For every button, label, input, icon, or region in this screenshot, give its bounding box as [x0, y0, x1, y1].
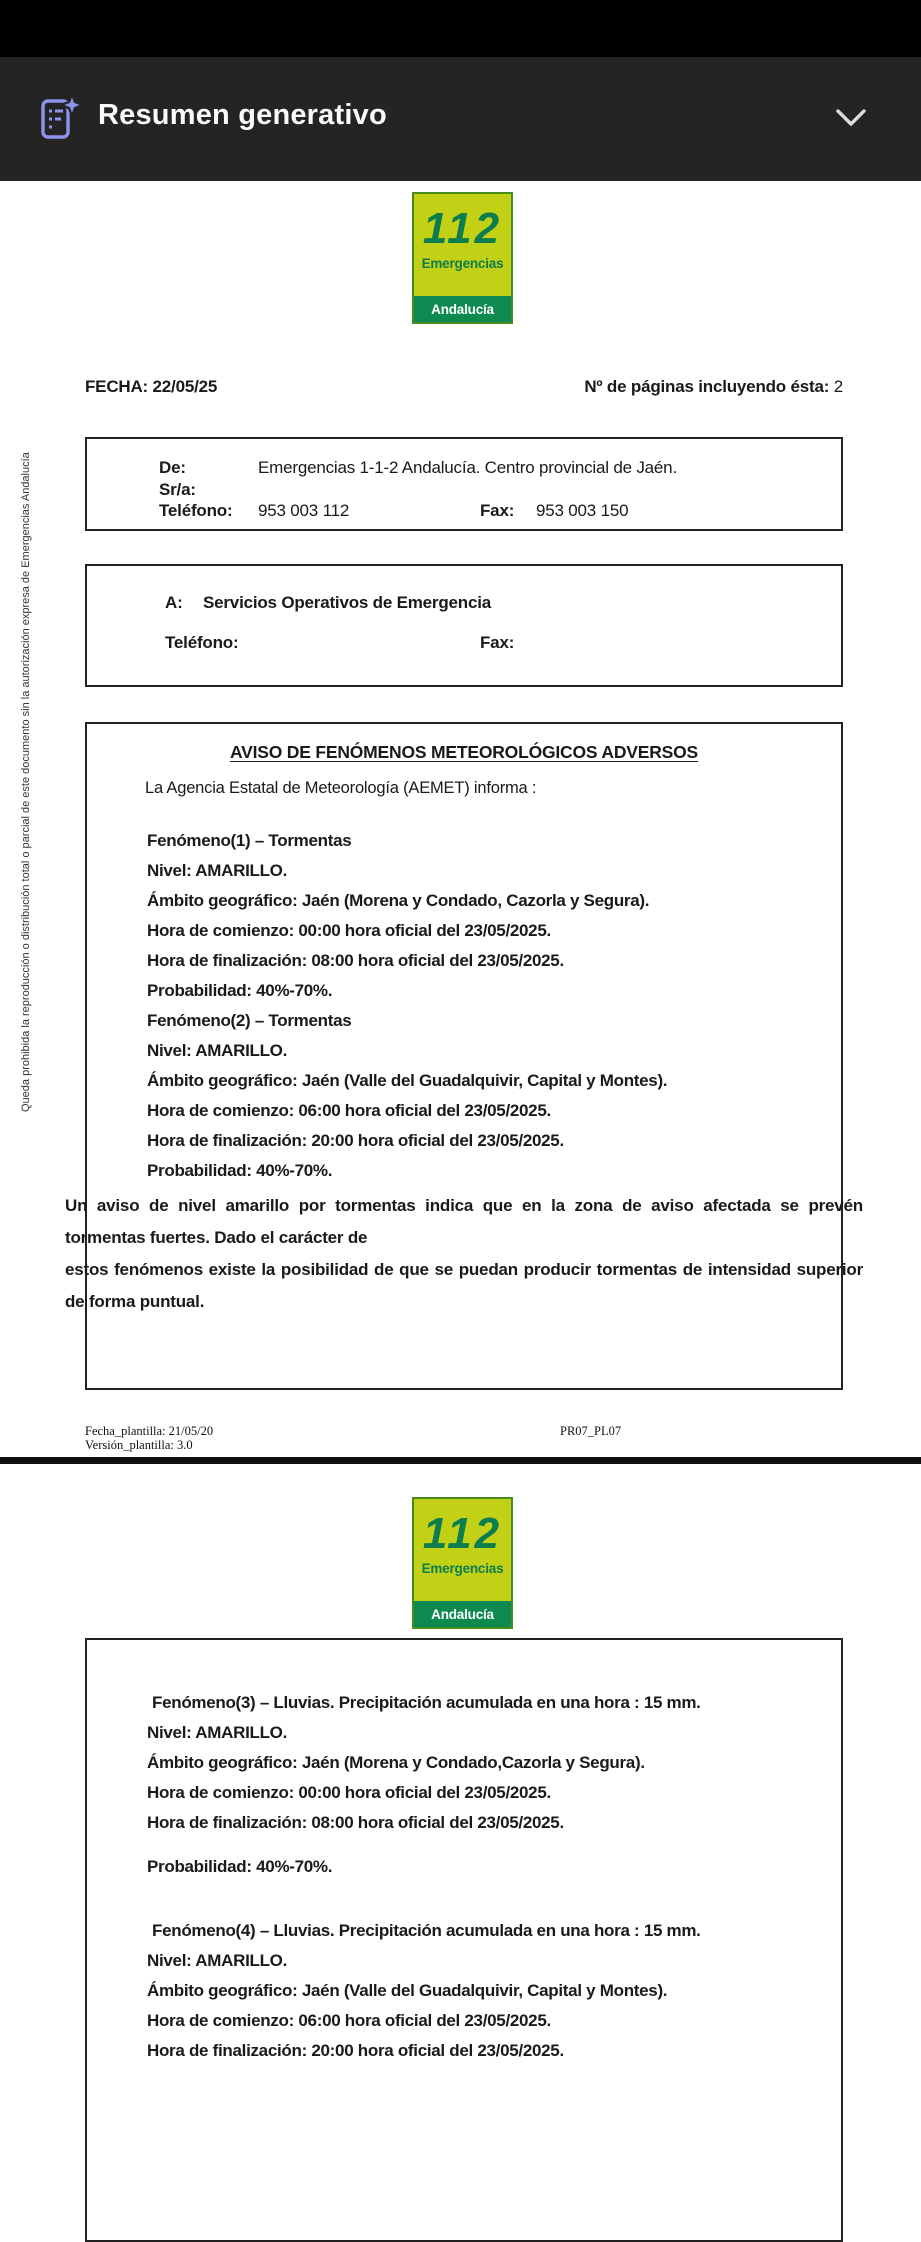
fenomeno-line: Probabilidad: 40%-70%.	[147, 1161, 333, 1180]
fenomeno-line: Ámbito geográfico: Jaén (Morena y Condado, Cazorla y Segura).	[147, 891, 650, 910]
sender-tel-row: Teléfono: 953 003 112 Fax: 953 003 150	[159, 501, 629, 520]
fenomeno-line: Probabilidad: 40%-70%.	[147, 981, 333, 1000]
logo-112-emergencias-page2	[412, 1497, 513, 1629]
generative-summary-icon	[34, 93, 84, 145]
pages-count: Nº de páginas incluyendo ésta: 2	[584, 377, 843, 396]
template-date: Fecha_plantilla: 21/05/20	[85, 1424, 214, 1438]
warning-intro: La Agencia Estatal de Meteorología (AEMET) informa :	[145, 779, 537, 797]
fenomeno-line: Hora de finalización: 08:00 hora oficial del 23/05/2025.	[147, 1813, 564, 1832]
fenomeno-1-block	[147, 826, 811, 1006]
chevron-down-icon[interactable]	[834, 107, 868, 131]
reproduction-disclaimer: Queda prohibida la reproducción o distribución total o parcial de este documento sin la autorización expresa de Emergencias Andalucía	[20, 452, 32, 1112]
page-separator	[0, 1457, 921, 1464]
fenomeno-line: Hora de comienzo: 00:00 hora oficial del 23/05/2025.	[147, 1783, 551, 1802]
recipient-a-row: A: Servicios Operativos de Emergencia	[165, 593, 492, 612]
document-code: PR07_PL07	[560, 1424, 622, 1438]
recipient-tel-row: Teléfono: Fax:	[165, 633, 515, 652]
sender-sra-row: Sr/a:	[159, 479, 196, 499]
fenomeno-line: Hora de finalización: 08:00 hora oficial del 23/05/2025.	[147, 951, 564, 970]
fenomeno-2-block	[147, 1006, 811, 1186]
fecha-value: FECHA: 22/05/25	[85, 377, 218, 396]
logo-region-band: Andalucía	[414, 1601, 511, 1627]
fenomeno-line: Nivel: AMARILLO.	[147, 1951, 288, 1970]
fenomeno-line: Fenómeno(1) – Tormentas	[147, 831, 352, 850]
sender-de-row: De: Emergencias 1-1-2 Andalucía. Centro provincial de Jaén.	[159, 458, 677, 477]
logo-number: 112	[422, 204, 503, 253]
weather-warning-box	[65, 722, 863, 1390]
template-footer	[85, 1424, 213, 1452]
fenomeno-4-block	[147, 1916, 811, 2066]
fecha-row	[85, 377, 843, 397]
warning-title: AVISO DE FENÓMENOS METEOROLÓGICOS ADVERSOS	[229, 742, 699, 762]
fenomeno-line: Hora de comienzo: 00:00 hora oficial del 23/05/2025.	[147, 921, 551, 940]
status-bar-strip	[0, 0, 921, 57]
generative-summary-bar[interactable]	[0, 57, 921, 181]
fenomeno-line: Hora de comienzo: 06:00 hora oficial del 23/05/2025.	[147, 2011, 551, 2030]
fenomeno-line: Hora de finalización: 20:00 hora oficial del 23/05/2025.	[147, 1131, 564, 1150]
fenomeno-3-block	[147, 1688, 811, 1882]
fenomeno-line: Nivel: AMARILLO.	[147, 861, 288, 880]
fenomeno-line: Ámbito geográfico: Jaén (Morena y Condado,Cazorla y Segura).	[147, 1753, 645, 1772]
fenomeno-line: Fenómeno(2) – Tormentas	[147, 1011, 352, 1030]
panel-title: Resumen generativo	[98, 99, 387, 131]
fenomeno-line: Nivel: AMARILLO.	[147, 1041, 288, 1060]
logo-subtitle: Emergencias	[421, 256, 504, 271]
fenomeno-line: Nivel: AMARILLO.	[147, 1723, 288, 1742]
fenomeno-line: Ámbito geográfico: Jaén (Valle del Guadalquivir, Capital y Montes).	[147, 1981, 668, 2000]
fenomeno-line: Hora de comienzo: 06:00 hora oficial del 23/05/2025.	[147, 1101, 551, 1120]
fenomeno-line: Fenómeno(3) – Lluvias. Precipitación acumulada en una hora : 15 mm.	[152, 1693, 701, 1712]
yellow-warning-note: Un aviso de nivel amarillo por tormentas indica que en la zona de aviso afectada se prevén tormentas fuertes. Dado el carácter de estos fenómenos existe la posibilidad de que se puedan producir tormentas de intensidad superior de forma puntual.	[65, 1196, 863, 1311]
recipient-box	[85, 564, 843, 687]
fenomeno-line: Probabilidad: 40%-70%.	[147, 1857, 333, 1876]
logo-subtitle: Emergencias	[421, 1561, 504, 1576]
fenomeno-line: Hora de finalización: 20:00 hora oficial del 23/05/2025.	[147, 2041, 564, 2060]
fenomeno-line: Ámbito geográfico: Jaén (Valle del Guadalquivir, Capital y Montes).	[147, 1071, 668, 1090]
template-version: Versión_plantilla: 3.0	[85, 1438, 193, 1452]
weather-warning-box-page2	[85, 1638, 843, 2242]
sender-box	[85, 437, 843, 531]
fenomeno-line: Fenómeno(4) – Lluvias. Precipitación acumulada en una hora : 15 mm.	[152, 1921, 701, 1940]
logo-112-emergencias	[412, 192, 513, 324]
logo-region-band: Andalucía	[414, 296, 511, 322]
logo-number: 112	[422, 1509, 503, 1558]
